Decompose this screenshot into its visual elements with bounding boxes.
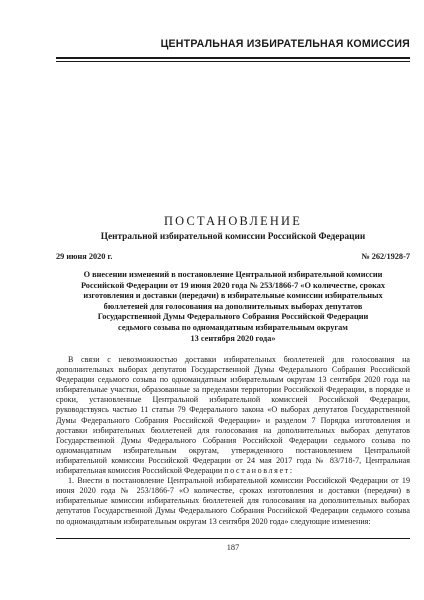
title-line: бюллетеней для голосования на дополнительных выборах депутатов bbox=[103, 301, 363, 311]
document-issuer: Центральной избирательной комиссии Российской Федерации bbox=[100, 232, 366, 242]
body-paragraph-item-1: 1. Внести в постановление Центральной избирательной комиссии Российской Федерации от 19 июня 2020 года № 253/1866-7 «О количестве, сроках изготовления и доставки (передачи) в избирательные комиссии избирательных бюллетеней для голосования на дополнительных выборах депутатов Государственной Думы Федерального Собрания Российской Федерации седьмого созыва по одномандатным избирательным округам 13 сентября 2020 года» следующие изменения: bbox=[56, 476, 410, 526]
running-header: ЦЕНТРАЛЬНАЯ ИЗБИРАТЕЛЬНАЯ КОМИССИЯ bbox=[160, 38, 410, 50]
title-line: 13 сентября 2020 года» bbox=[190, 333, 276, 343]
document-meta-row bbox=[56, 252, 410, 261]
header-rule-thick bbox=[56, 57, 410, 59]
document-type: ПОСТАНОВЛЕНИЕ bbox=[164, 214, 302, 228]
document-body bbox=[56, 355, 410, 527]
footer-rule bbox=[56, 538, 410, 539]
document-number: № 262/1928-7 bbox=[361, 252, 410, 261]
resolves-word: постановляет: bbox=[224, 466, 294, 476]
document-date: 29 июня 2020 г. bbox=[56, 252, 113, 261]
title-line: Российской Федерации от 19 июня 2020 года № 253/1866-7 «О количестве, сроках bbox=[80, 280, 386, 290]
preamble-text: В связи с невозможностью доставки избирательных бюллетеней для голосования на дополнительных выборах депутатов Государственной Думы Федерального Собрания Российской Федерации седьмого созыва по одномандатным избирательным округам 13 сентября 2020 года на избирательные участки, образованные за пределами территории Российской Федерации, в порядке и сроки, установленные Центральной избирательной комиссией Российской Федерации, руководствуясь частью 11 статьи 79 Федерального закона «О выборах депутатов Государственной Думы Федерального Собрания Российской Федерации» и разделом 7 Порядка изготовления и доставки избирательных бюллетеней для голосования на дополнительных выборах депутатов Государственной Думы Федерального Собрания Российской Федерации седьмого созыва по одномандатным избирательным округам, утвержденного постановлением Центральной избирательной комиссии Российской Федерации от 24 мая 2017 года № 83/718-7, Центральная избирательная комиссия Российской Федерации bbox=[56, 355, 410, 476]
page-number: 187 bbox=[226, 543, 240, 552]
title-line: седьмого созыва по одномандатным избирательным округам bbox=[118, 322, 348, 332]
body-paragraph-preamble bbox=[56, 355, 410, 476]
title-line: Государственной Думы Федерального Собрания Российской Федерации bbox=[97, 312, 369, 322]
title-line: О внесении изменений в постановление Центральной избирательной комиссии bbox=[83, 270, 383, 279]
title-line: изготовления и доставки (передачи) в избирательные комиссии избирательных bbox=[83, 291, 383, 301]
document-title bbox=[60, 270, 406, 344]
header-rule-thin bbox=[56, 61, 410, 62]
